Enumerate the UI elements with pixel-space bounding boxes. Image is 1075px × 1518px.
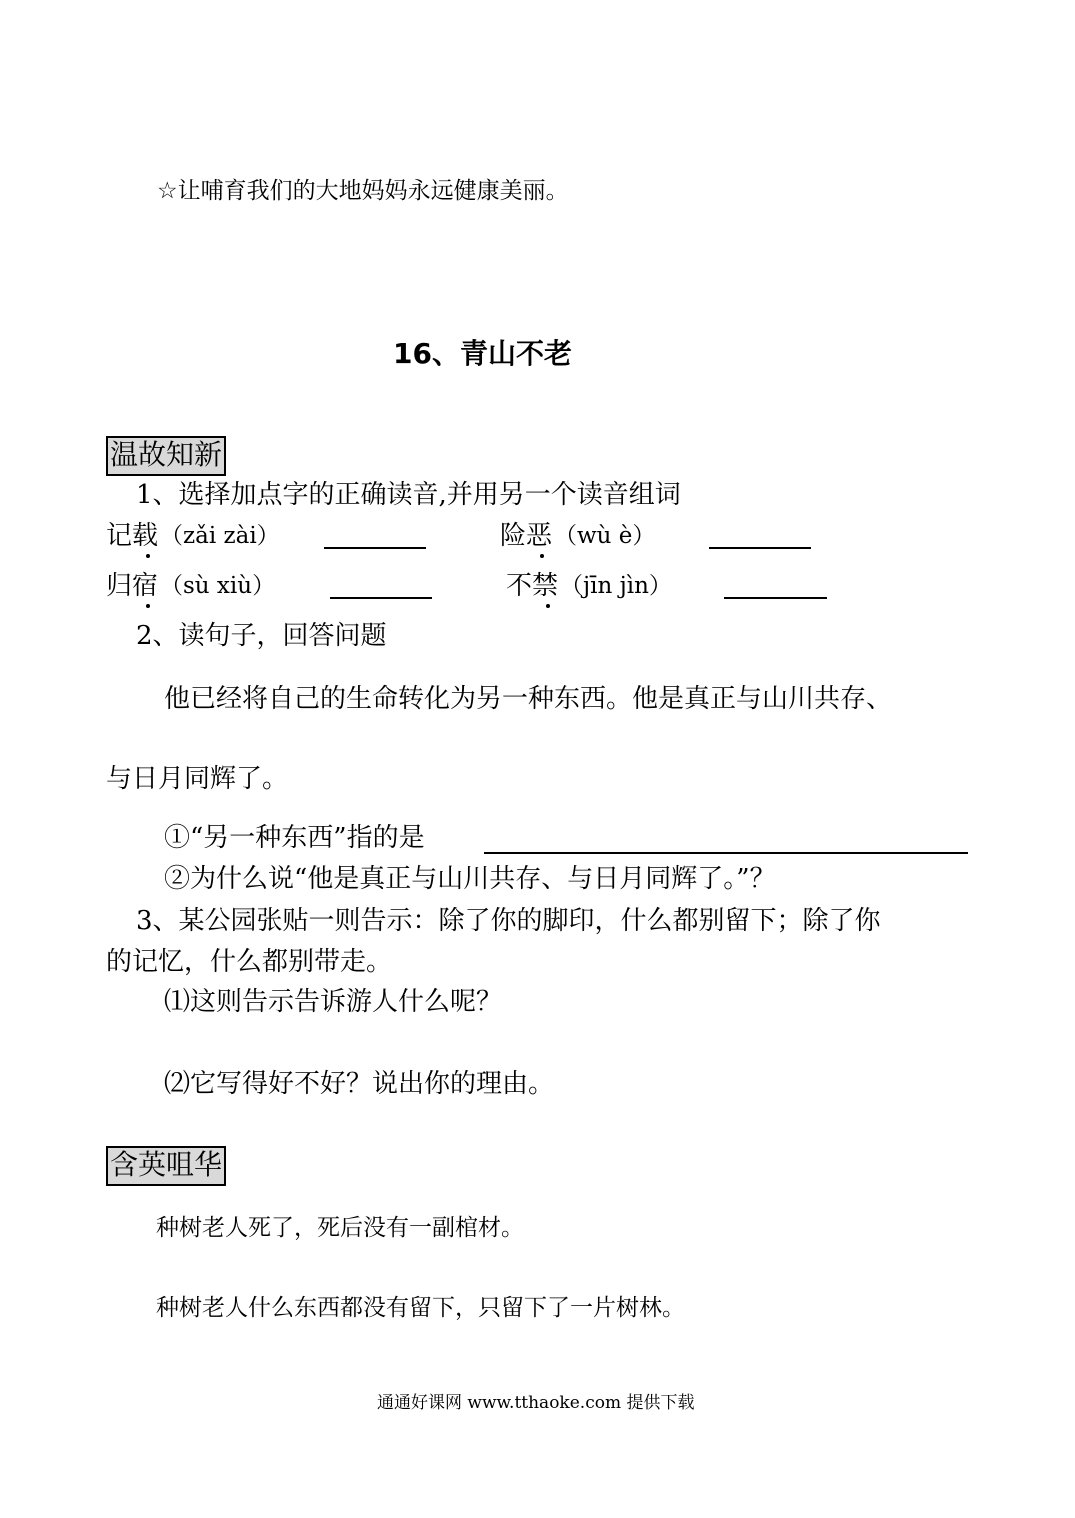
intro-line: ☆让哺育我们的大地妈妈永远健康美丽。 <box>157 178 569 204</box>
q1-item-pinyin: （jīn jìn） <box>560 573 672 599</box>
answer-blank[interactable] <box>484 852 968 854</box>
q2-passage-line2: 与日月同辉了。 <box>106 764 289 794</box>
q1-item-pinyin: （wù è） <box>554 523 656 549</box>
q1-item-pinyin: （sù xiù） <box>160 573 276 599</box>
q1-item-word: 归宿 <box>106 571 159 601</box>
q1-item-pinyin: （zǎi zài） <box>160 523 280 549</box>
footer-text: 通通好课网 www.tthaoke.com 提供下载 <box>377 1393 695 1413</box>
answer-blank[interactable] <box>324 547 426 549</box>
section2-line2: 种树老人什么东西都没有留下，只留下了一片树林。 <box>156 1295 685 1321</box>
answer-blank[interactable] <box>330 597 432 599</box>
q3-line1: 3、某公园张贴一则告示：除了你的脚印，什么都别留下；除了你 <box>136 906 881 936</box>
q1-item-word: 记载 <box>106 521 159 551</box>
lesson-title: 16、青山不老 <box>393 337 572 370</box>
q2-sub1: ①“另一种东西”指的是 <box>164 823 425 853</box>
q2-sub2: ②为什么说“他是真正与山川共存、与日月同辉了。”？ <box>164 864 776 894</box>
q1-item-word: 险恶 <box>500 521 553 551</box>
q3-line2: 的记忆，什么都别带走。 <box>106 947 393 977</box>
section2-line1: 种树老人死了，死后没有一副棺材。 <box>156 1215 524 1241</box>
answer-blank[interactable] <box>724 597 827 599</box>
emphasis-dot <box>546 604 550 608</box>
q2-title: 2、读句子，回答问题 <box>136 621 387 651</box>
section-label-appreciation: 含英咀华 <box>106 1146 226 1186</box>
emphasis-dot <box>540 554 544 558</box>
q1-item-word: 不禁 <box>506 571 559 601</box>
emphasis-dot <box>146 554 150 558</box>
q1-title: 1、选择加点字的正确读音,并用另一个读音组词 <box>136 480 681 510</box>
answer-blank[interactable] <box>709 547 811 549</box>
q2-passage-line1: 他已经将自己的生命转化为另一种东西。他是真正与山川共存、 <box>164 684 893 714</box>
section-label-review: 温故知新 <box>106 436 226 476</box>
emphasis-dot <box>146 604 150 608</box>
q3-sub2: ⑵它写得好不好？说出你的理由。 <box>164 1069 555 1099</box>
q3-sub1: ⑴这则告示告诉游人什么呢？ <box>164 987 503 1017</box>
